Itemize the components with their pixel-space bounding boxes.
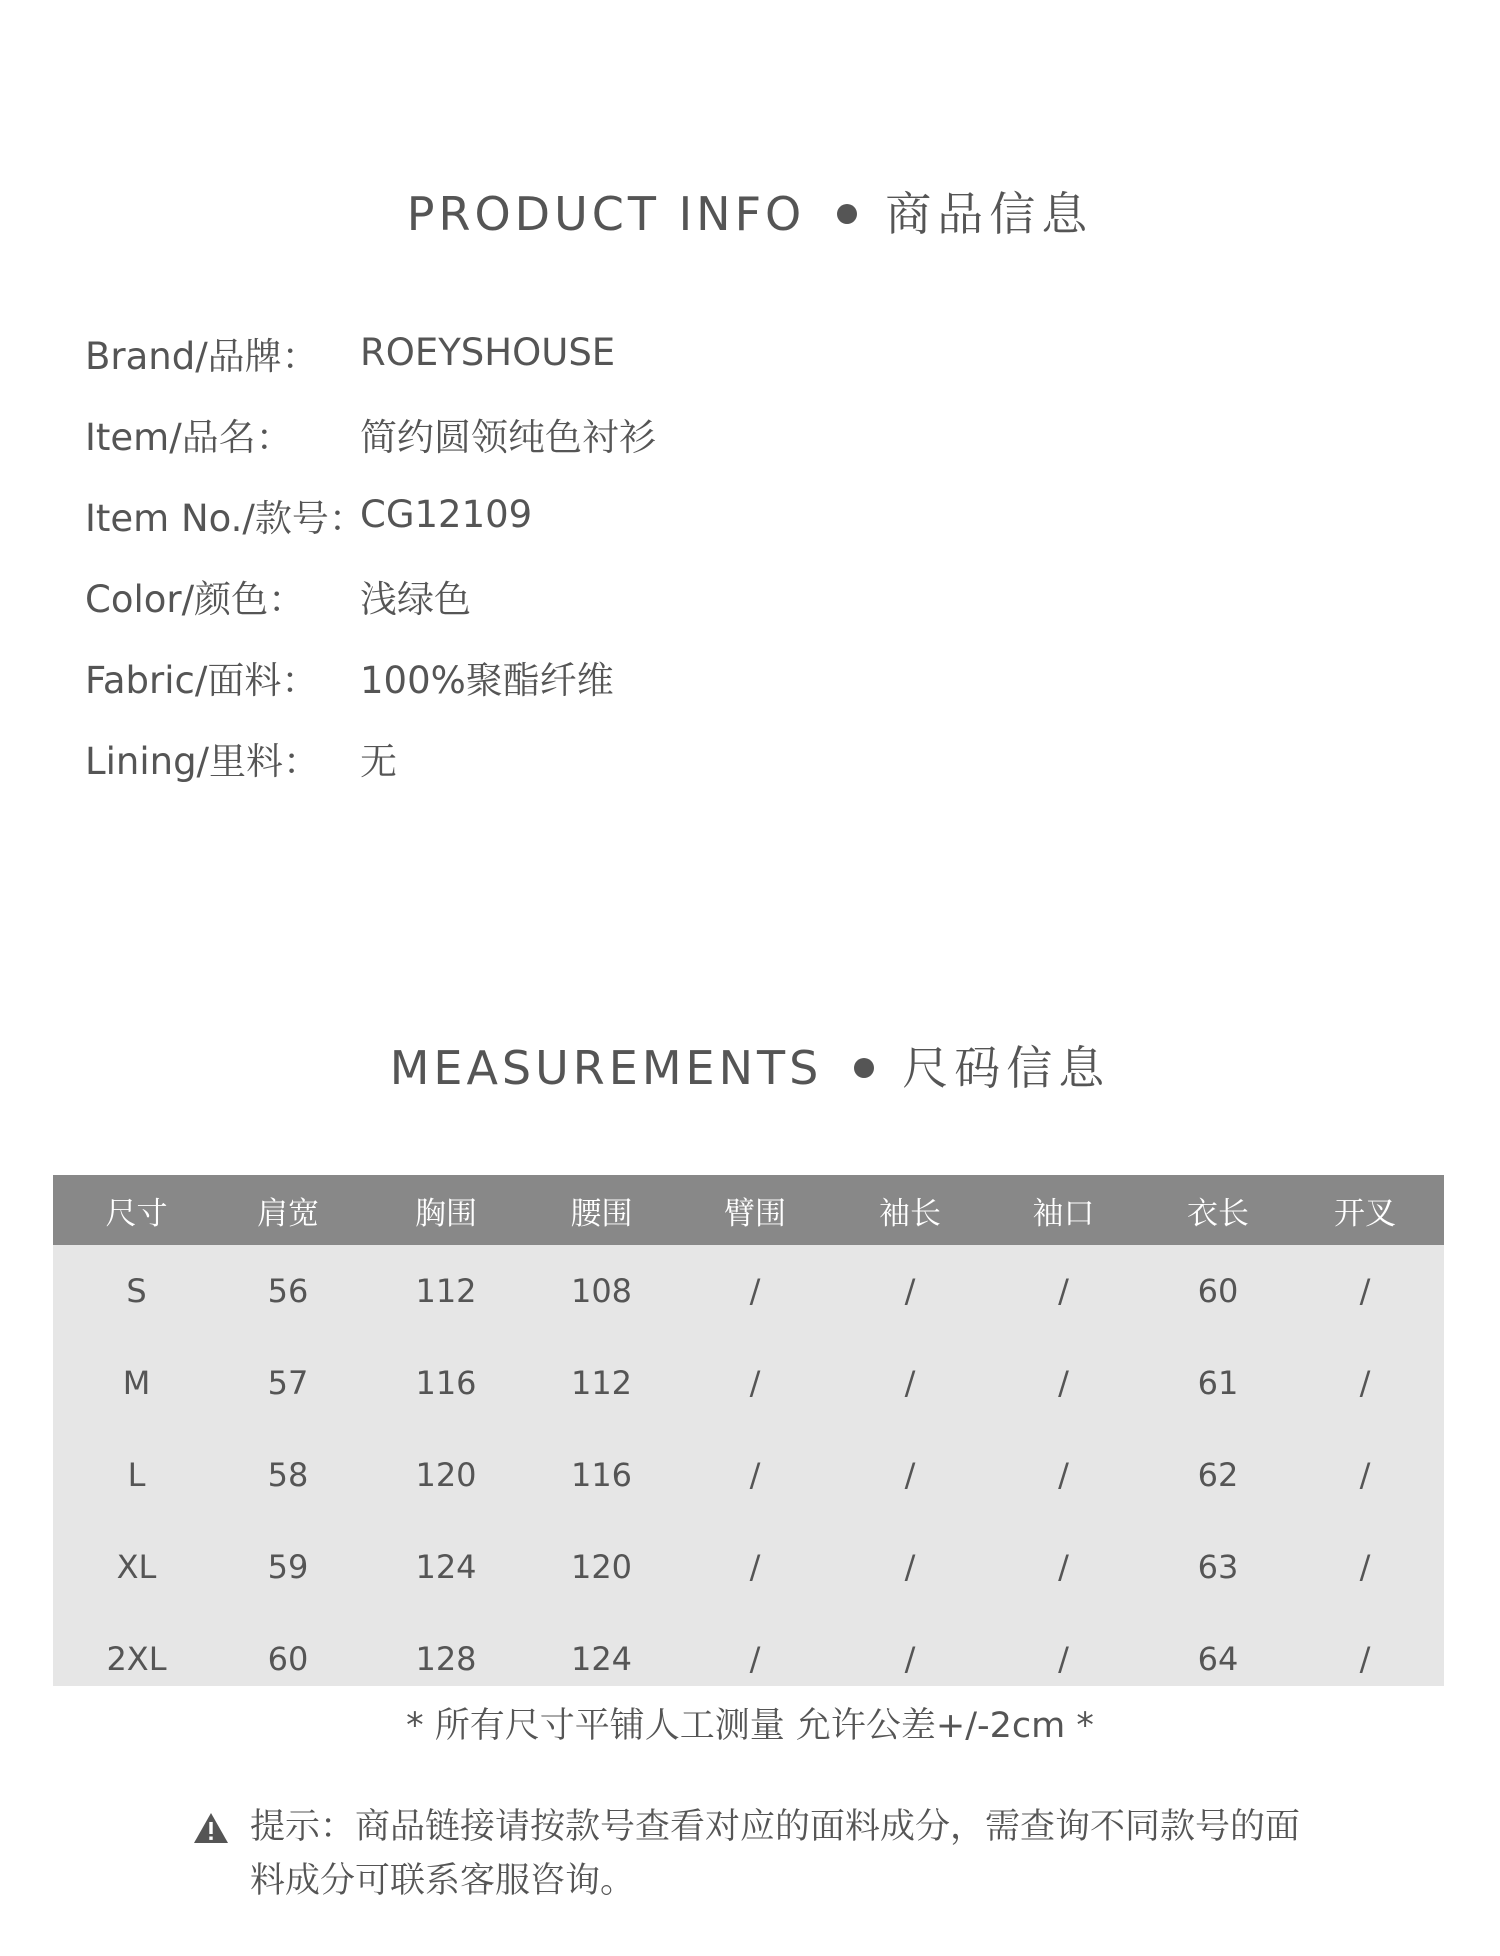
table-cell: / <box>1058 1272 1069 1310</box>
table-cell: 56 <box>267 1272 309 1310</box>
info-row-lining <box>85 717 656 798</box>
product-info-list <box>85 312 656 798</box>
size-table <box>53 1175 1444 1686</box>
info-value: CG12109 <box>360 493 533 536</box>
info-value: 浅绿色 <box>360 577 471 621</box>
table-cell: 57 <box>267 1364 309 1402</box>
table-cell: / <box>1058 1364 1069 1402</box>
table-cell: / <box>1359 1640 1371 1678</box>
info-label: Lining/里料： <box>85 739 321 783</box>
measurements-title <box>0 1032 1500 1098</box>
table-cell: 59 <box>267 1548 309 1586</box>
table-row <box>53 1613 1444 1705</box>
table-cell: 58 <box>267 1456 309 1494</box>
table-cell: / <box>904 1364 916 1402</box>
product-info-title-en: PRODUCT INFO <box>406 187 806 241</box>
table-cell: 112 <box>415 1272 477 1310</box>
info-label: Item/品名： <box>85 415 293 459</box>
table-cell: 2XL <box>106 1640 167 1678</box>
table-cell: M <box>122 1364 151 1402</box>
tip-block <box>195 1800 1325 1908</box>
info-value: 无 <box>360 739 397 783</box>
table-cell: / <box>1359 1456 1371 1494</box>
table-cell: 116 <box>415 1364 477 1402</box>
table-cell: / <box>904 1640 916 1678</box>
header-cell: 袖长 <box>879 1195 941 1232</box>
table-cell: / <box>904 1548 916 1586</box>
info-row-color <box>85 555 656 636</box>
table-cell: 112 <box>570 1364 633 1402</box>
table-cell: / <box>1359 1548 1371 1586</box>
info-row-fabric <box>85 636 656 717</box>
table-row <box>53 1429 1444 1521</box>
warning-icon <box>193 1812 229 1844</box>
info-label: Brand/品牌： <box>85 334 319 378</box>
info-row-item <box>85 393 656 474</box>
table-cell: 64 <box>1197 1640 1239 1678</box>
header-cell: 胸围 <box>415 1195 477 1232</box>
table-cell: 120 <box>570 1548 633 1586</box>
header-cell: 臂围 <box>724 1195 786 1232</box>
measurement-note: * 所有尺寸平铺人工测量 允许公差+/-2cm * <box>406 1706 1094 1746</box>
table-cell: / <box>1058 1548 1069 1586</box>
table-cell: 124 <box>415 1548 477 1586</box>
info-value: 100%聚酯纤维 <box>360 658 614 702</box>
table-row <box>53 1337 1444 1429</box>
info-value: 简约圆领纯色衬衫 <box>360 415 656 459</box>
table-cell: 116 <box>570 1456 633 1494</box>
measurements-title-zh: 尺码信息 <box>902 1041 1111 1095</box>
table-cell: / <box>1359 1272 1371 1310</box>
table-cell: 61 <box>1197 1364 1239 1402</box>
table-cell: / <box>749 1456 761 1494</box>
product-info-title <box>0 178 1500 244</box>
table-cell: / <box>1359 1364 1371 1402</box>
table-cell: / <box>749 1272 761 1310</box>
info-label: Fabric/面料： <box>85 658 319 702</box>
table-cell: 60 <box>267 1640 309 1678</box>
table-cell: 62 <box>1197 1456 1239 1494</box>
table-cell: / <box>904 1272 916 1310</box>
table-cell: / <box>749 1364 761 1402</box>
info-row-brand <box>85 312 656 393</box>
table-cell: / <box>749 1640 761 1678</box>
table-cell: 124 <box>570 1640 633 1678</box>
table-cell: / <box>1058 1640 1069 1678</box>
table-cell: XL <box>116 1548 157 1586</box>
info-label: Item No./款号： <box>85 496 366 540</box>
bullet-dot <box>854 1058 874 1078</box>
tip-text: 提示：商品链接请按款号查看对应的面料成分，需查询不同款号的面料成分可联系客服咨询。 <box>250 1807 1301 1901</box>
table-cell: L <box>127 1456 146 1494</box>
table-cell: S <box>126 1272 147 1310</box>
header-cell: 衣长 <box>1187 1195 1249 1232</box>
table-cell: / <box>904 1456 916 1494</box>
info-label: Color/颜色： <box>85 577 306 621</box>
table-cell: 63 <box>1197 1548 1239 1586</box>
header-cell: 尺寸 <box>105 1195 168 1232</box>
bullet-dot <box>837 204 857 224</box>
table-row <box>53 1245 1444 1337</box>
header-cell: 袖口 <box>1032 1195 1095 1232</box>
header-cell: 肩宽 <box>257 1195 319 1232</box>
table-cell: 108 <box>570 1272 633 1310</box>
table-cell: 128 <box>415 1640 477 1678</box>
table-cell: / <box>749 1548 761 1586</box>
measurements-title-en: MEASUREMENTS <box>389 1041 823 1095</box>
info-value: ROEYSHOUSE <box>360 331 616 374</box>
header-cell: 腰围 <box>570 1195 633 1232</box>
info-row-item-no <box>85 474 656 555</box>
size-table-header <box>53 1175 1444 1245</box>
product-info-title-zh: 商品信息 <box>885 187 1094 241</box>
header-cell: 开叉 <box>1334 1195 1396 1232</box>
table-cell: 120 <box>415 1456 477 1494</box>
table-cell: 60 <box>1197 1272 1239 1310</box>
table-row <box>53 1521 1444 1613</box>
table-cell: / <box>1058 1456 1069 1494</box>
